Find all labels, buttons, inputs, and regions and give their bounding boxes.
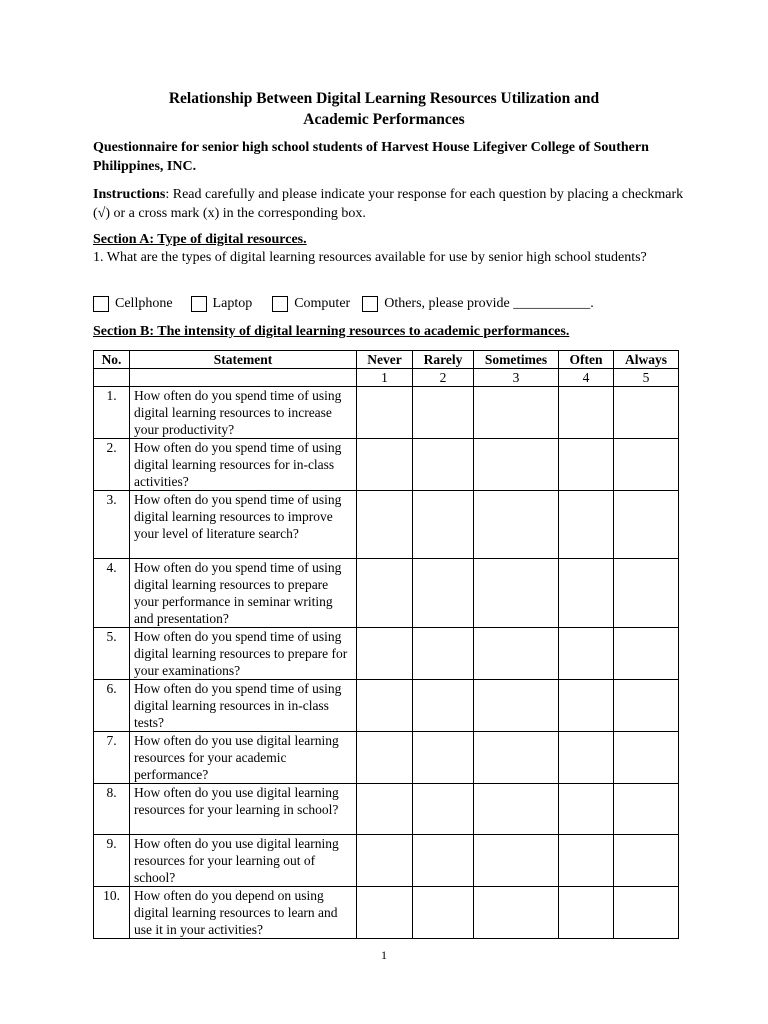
- answer-cell-always[interactable]: [614, 887, 679, 939]
- answer-cell-often[interactable]: [559, 491, 614, 559]
- document-title: [0, 88, 768, 130]
- header-always: Always: [614, 351, 679, 369]
- row-number: 10.: [94, 887, 130, 939]
- answer-cell-often[interactable]: [559, 784, 614, 835]
- table-row: [94, 835, 679, 887]
- instructions-label: Instructions: [93, 187, 166, 202]
- answer-cell-rarely[interactable]: [413, 387, 474, 439]
- answer-cell-always[interactable]: [614, 835, 679, 887]
- answer-cell-often[interactable]: [559, 559, 614, 628]
- answer-cell-never[interactable]: [357, 732, 413, 784]
- scale-blank: [94, 369, 130, 387]
- answer-cell-always[interactable]: [614, 784, 679, 835]
- table-row: [94, 732, 679, 784]
- row-number: 5.: [94, 628, 130, 680]
- intensity-table: [93, 350, 679, 939]
- row-statement: How often do you spend time of using digital learning resources in in-class tests?: [130, 680, 357, 732]
- option-label: Others, please provide ___________.: [384, 296, 594, 311]
- row-statement: How often do you spend time of using digital learning resources to improve your level of literature search?: [130, 491, 357, 559]
- row-statement: How often do you spend time of using digital learning resources to prepare for your examinations?: [130, 628, 357, 680]
- scale-row: [94, 369, 679, 387]
- scale-4: 4: [559, 369, 614, 387]
- resource-options: [93, 294, 602, 314]
- scale-2: 2: [413, 369, 474, 387]
- scale-5: 5: [614, 369, 679, 387]
- answer-cell-always[interactable]: [614, 387, 679, 439]
- answer-cell-sometimes[interactable]: [474, 835, 559, 887]
- answer-cell-sometimes[interactable]: [474, 784, 559, 835]
- answer-cell-often[interactable]: [559, 680, 614, 732]
- header-statement: Statement: [130, 351, 357, 369]
- scale-3: 3: [474, 369, 559, 387]
- answer-cell-always[interactable]: [614, 439, 679, 491]
- row-number: 8.: [94, 784, 130, 835]
- option-others[interactable]: [362, 296, 594, 312]
- answer-cell-rarely[interactable]: [413, 887, 474, 939]
- answer-cell-never[interactable]: [357, 439, 413, 491]
- row-statement: How often do you depend on using digital learning resources to learn and use it in your activities?: [130, 887, 357, 939]
- row-statement: How often do you use digital learning resources for your academic performance?: [130, 732, 357, 784]
- title-line-1: Relationship Between Digital Learning Resources Utilization and: [168, 90, 600, 107]
- option-label: Laptop: [212, 296, 253, 311]
- page-number: 1: [381, 948, 387, 962]
- row-statement: How often do you use digital learning resources for your learning in school?: [130, 784, 357, 835]
- answer-cell-often[interactable]: [559, 439, 614, 491]
- section-b-heading: Section B: The intensity of digital learning resources to academic performances.: [93, 324, 570, 339]
- answer-cell-always[interactable]: [614, 491, 679, 559]
- header-never: Never: [357, 351, 413, 369]
- row-number: 2.: [94, 439, 130, 491]
- answer-cell-always[interactable]: [614, 628, 679, 680]
- row-statement: How often do you spend time of using digital learning resources to prepare your performance in seminar writing and presentation?: [130, 559, 357, 628]
- answer-cell-never[interactable]: [357, 784, 413, 835]
- row-statement: How often do you use digital learning resources for your learning out of school?: [130, 835, 357, 887]
- row-number: 3.: [94, 491, 130, 559]
- row-statement: How often do you spend time of using digital learning resources for in-class activities?: [130, 439, 357, 491]
- row-number: 9.: [94, 835, 130, 887]
- answer-cell-never[interactable]: [357, 387, 413, 439]
- answer-cell-rarely[interactable]: [413, 835, 474, 887]
- answer-cell-rarely[interactable]: [413, 491, 474, 559]
- checkbox-cellphone[interactable]: [93, 296, 109, 312]
- answer-cell-rarely[interactable]: [413, 732, 474, 784]
- answer-cell-never[interactable]: [357, 491, 413, 559]
- answer-cell-often[interactable]: [559, 835, 614, 887]
- answer-cell-often[interactable]: [559, 387, 614, 439]
- answer-cell-always[interactable]: [614, 559, 679, 628]
- table-row: [94, 559, 679, 628]
- answer-cell-always[interactable]: [614, 732, 679, 784]
- header-rarely: Rarely: [413, 351, 474, 369]
- title-line-2: Academic Performances: [303, 111, 465, 128]
- answer-cell-sometimes[interactable]: [474, 887, 559, 939]
- answer-cell-sometimes[interactable]: [474, 387, 559, 439]
- header-sometimes: Sometimes: [474, 351, 559, 369]
- header-row: [94, 351, 679, 369]
- row-number: 1.: [94, 387, 130, 439]
- table-row: [94, 439, 679, 491]
- answer-cell-sometimes[interactable]: [474, 439, 559, 491]
- table-row: [94, 387, 679, 439]
- row-number: 7.: [94, 732, 130, 784]
- answer-cell-never[interactable]: [357, 628, 413, 680]
- answer-cell-never[interactable]: [357, 835, 413, 887]
- option-cellphone[interactable]: [93, 296, 183, 312]
- answer-cell-rarely[interactable]: [413, 628, 474, 680]
- answer-cell-never[interactable]: [357, 887, 413, 939]
- answer-cell-rarely[interactable]: [413, 680, 474, 732]
- answer-cell-sometimes[interactable]: [474, 628, 559, 680]
- row-statement: How often do you spend time of using digital learning resources to increase your productivity?: [130, 387, 357, 439]
- option-computer[interactable]: [272, 296, 354, 312]
- option-label: Computer: [294, 296, 351, 311]
- questionnaire-subtitle: Questionnaire for senior high school students of Harvest House Lifegiver College of Southern Philippines, INC.: [93, 140, 649, 174]
- answer-cell-always[interactable]: [614, 680, 679, 732]
- scale-blank: [130, 369, 357, 387]
- checkbox-laptop[interactable]: [191, 296, 207, 312]
- instructions-text: : Read carefully and please indicate your response for each question by placing a checkmark (√) or a cross mark (x) in the corresponding box.: [93, 187, 684, 221]
- header-often: Often: [559, 351, 614, 369]
- option-label: Cellphone: [115, 296, 173, 311]
- answer-cell-rarely[interactable]: [413, 559, 474, 628]
- checkbox-others[interactable]: [362, 296, 378, 312]
- answer-cell-never[interactable]: [357, 680, 413, 732]
- scale-1: 1: [357, 369, 413, 387]
- answer-cell-sometimes[interactable]: [474, 680, 559, 732]
- row-number: 6.: [94, 680, 130, 732]
- answer-cell-often[interactable]: [559, 628, 614, 680]
- checkbox-computer[interactable]: [272, 296, 288, 312]
- section-a-question: 1. What are the types of digital learning resources available for use by senior high school students?: [93, 250, 647, 265]
- answer-cell-rarely[interactable]: [413, 784, 474, 835]
- table-row: [94, 887, 679, 939]
- table-row: [94, 784, 679, 835]
- answer-cell-sometimes[interactable]: [474, 732, 559, 784]
- table-row: [94, 680, 679, 732]
- row-number: 4.: [94, 559, 130, 628]
- answer-cell-often[interactable]: [559, 732, 614, 784]
- header-no: No.: [94, 351, 130, 369]
- answer-cell-rarely[interactable]: [413, 439, 474, 491]
- answer-cell-sometimes[interactable]: [474, 491, 559, 559]
- answer-cell-often[interactable]: [559, 887, 614, 939]
- answer-cell-never[interactable]: [357, 559, 413, 628]
- option-laptop[interactable]: [191, 296, 265, 312]
- table-row: [94, 628, 679, 680]
- section-a-heading: Section A: Type of digital resources.: [93, 232, 307, 247]
- instructions: [93, 185, 693, 223]
- answer-cell-sometimes[interactable]: [474, 559, 559, 628]
- table-row: [94, 491, 679, 559]
